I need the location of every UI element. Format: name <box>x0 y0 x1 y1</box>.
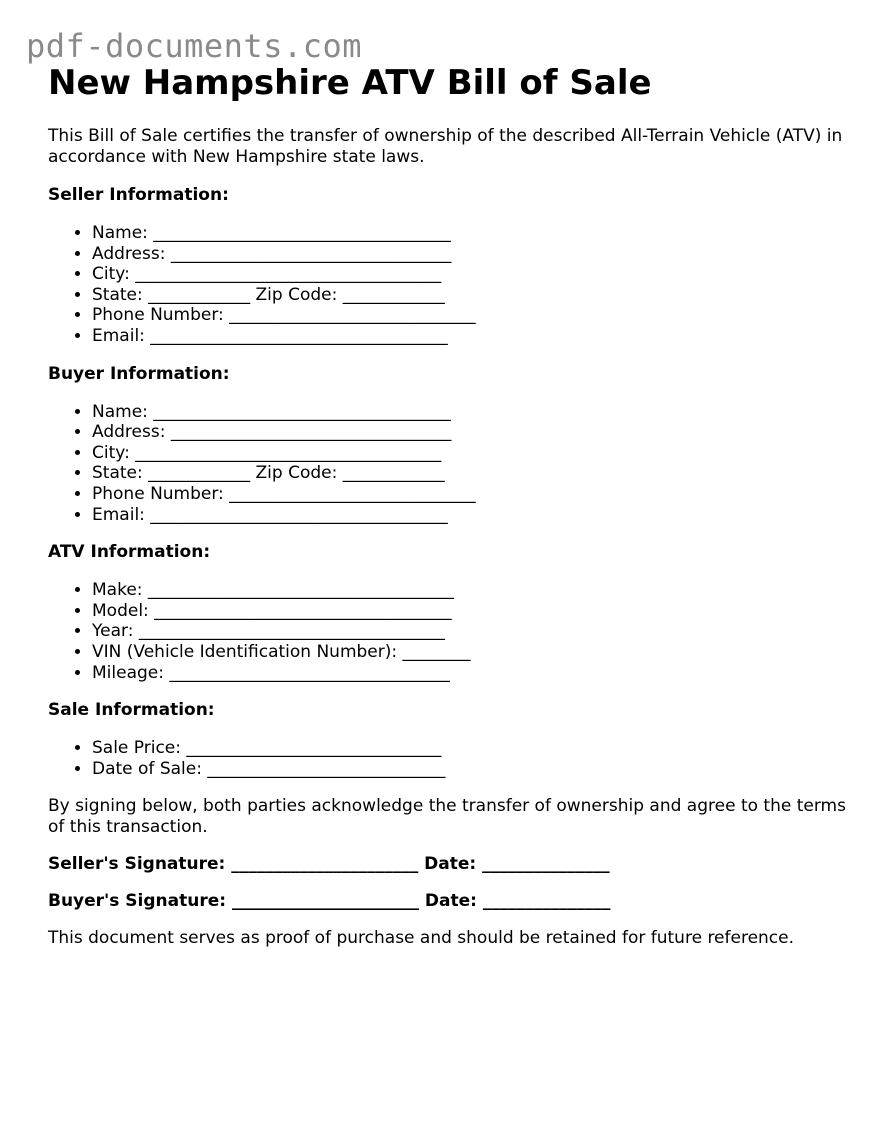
seller-phone-field: • Phone Number: _____________________________ <box>92 305 848 326</box>
seller-heading: Seller Information: <box>48 185 229 205</box>
atv-model-field: • Model: ___________________________________ <box>92 601 848 622</box>
atv-vin-field: • VIN (Vehicle Identification Number): ________ <box>92 642 848 663</box>
buyer-address-field: • Address: _________________________________ <box>92 422 848 443</box>
buyer-heading: Buyer Information: <box>48 363 230 384</box>
seller-signature-line: Seller's Signature: ______________________ Date: _______________ <box>48 854 610 875</box>
seller-fields <box>48 223 848 347</box>
seller-address-field: • Address: _________________________________ <box>92 244 848 265</box>
sale-date-field: • Date of Sale: ____________________________ <box>92 759 848 780</box>
seller-email-field: • Email: ___________________________________ <box>92 326 848 347</box>
buyer-state-zip-field: • State: ____________ Zip Code: ____________ <box>92 463 848 484</box>
document-body <box>48 60 848 949</box>
buyer-email-field: • Email: ___________________________________ <box>92 505 848 526</box>
seller-name-field: • Name: ___________________________________ <box>92 223 848 244</box>
buyer-phone-field: • Phone Number: _____________________________ <box>92 484 848 505</box>
atv-year-field: • Year: ____________________________________ <box>92 621 848 642</box>
seller-city-field: • City: ____________________________________ <box>92 264 848 285</box>
buyer-signature-line: Buyer's Signature: ______________________ Date: _______________ <box>48 891 611 912</box>
sale-price-field: • Sale Price: ______________________________ <box>92 738 848 759</box>
atv-fields <box>48 580 848 683</box>
closing-statement: This document serves as proof of purchase and should be retained for future reference. <box>48 928 795 949</box>
buyer-name-field: • Name: ___________________________________ <box>92 402 848 423</box>
atv-heading: ATV Information: <box>48 542 211 563</box>
watermark: pdf-documents.com <box>26 27 363 65</box>
acknowledgement-paragraph: By signing below, both parties acknowledge the transfer of ownership and agree to the terms of this transaction. <box>48 796 846 838</box>
atv-make-field: • Make: ____________________________________ <box>92 580 848 601</box>
intro-paragraph: This Bill of Sale certifies the transfer of ownership of the described All-Terrain Vehicle (ATV) in accordance with New Hampshire state laws. <box>48 126 843 167</box>
sale-fields <box>48 738 848 779</box>
sale-heading: Sale Information: <box>48 700 215 721</box>
page-title: New Hampshire ATV Bill of Sale <box>48 63 652 103</box>
buyer-city-field: • City: ____________________________________ <box>92 443 848 464</box>
seller-state-zip-field: • State: ____________ Zip Code: ____________ <box>92 285 848 306</box>
buyer-fields <box>48 402 848 526</box>
atv-mileage-field: • Mileage: _________________________________ <box>92 663 848 684</box>
